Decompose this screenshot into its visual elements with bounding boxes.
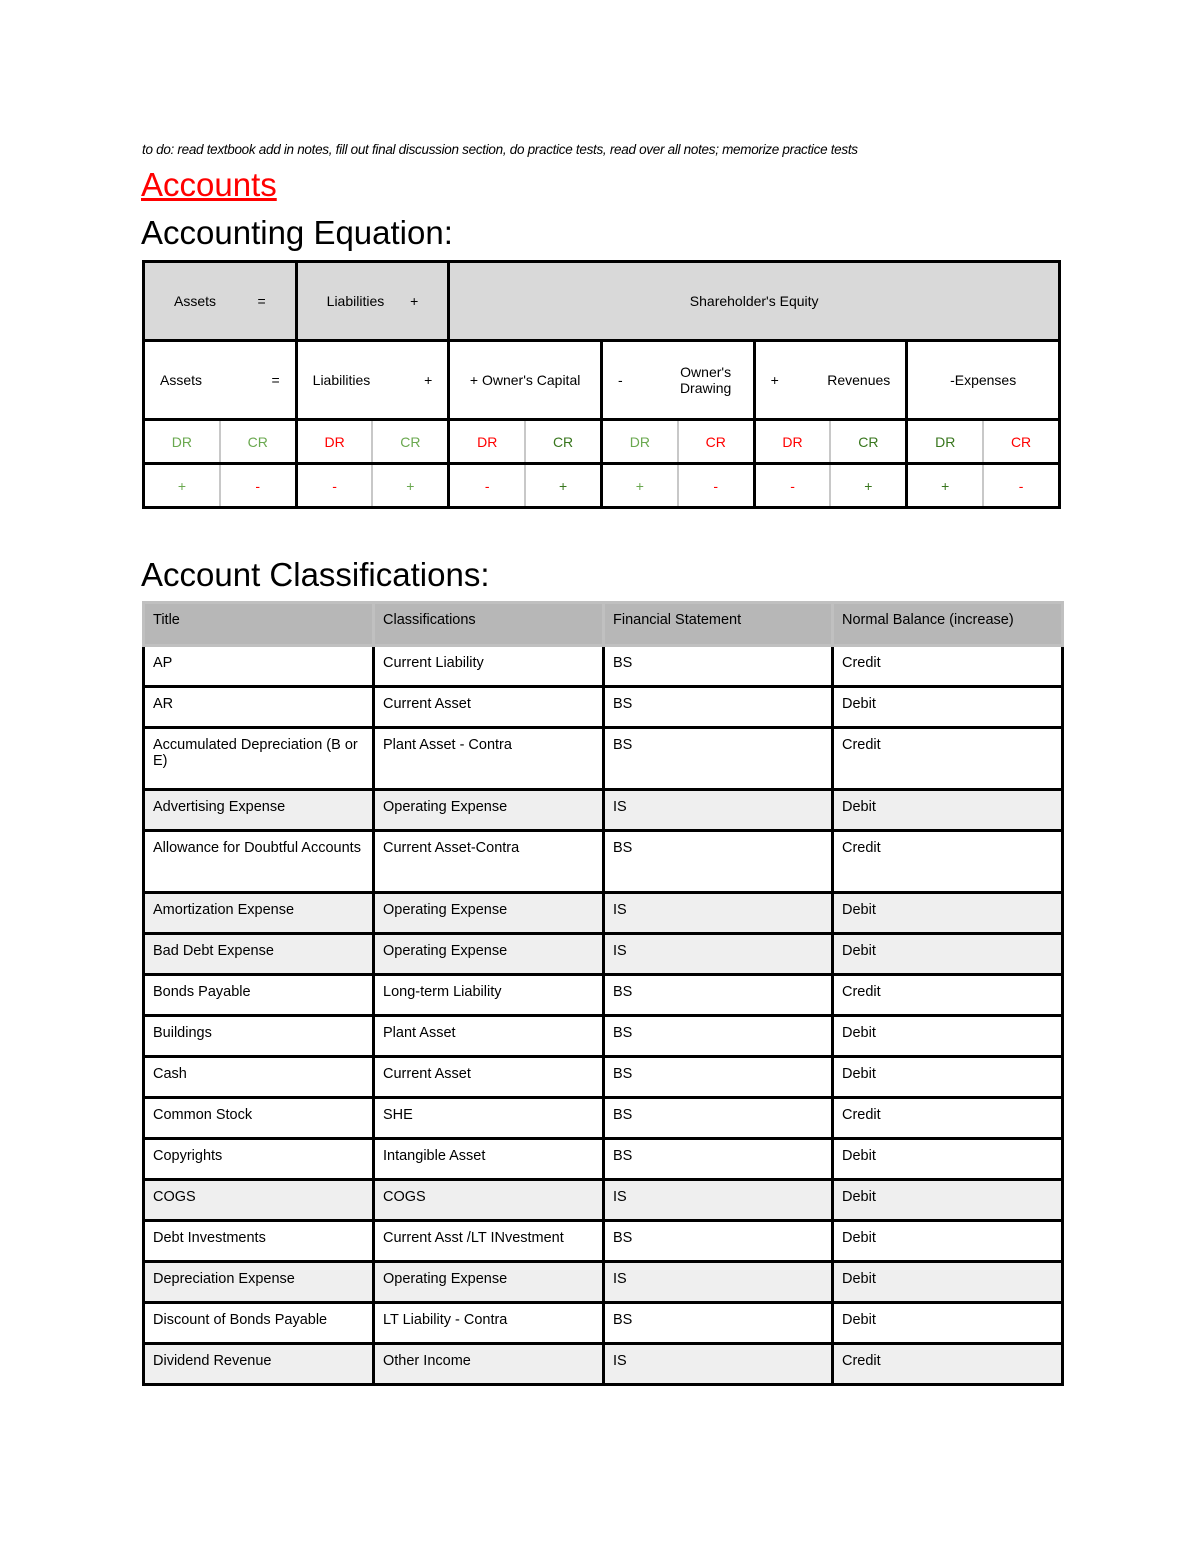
table-row (144, 1016, 1063, 1057)
equation-header-cell (296, 262, 449, 341)
table-row (144, 1139, 1063, 1180)
table-row (144, 1098, 1063, 1139)
accounts-heading[interactable]: Accounts (141, 166, 277, 203)
equation-term: Owner's Drawing (679, 364, 732, 396)
table-cell: Debit (833, 1221, 1063, 1262)
table-cell: Debit (833, 687, 1063, 728)
equation-term: Liabilities (326, 293, 385, 309)
increase-decrease-sign: + (525, 464, 601, 508)
table-cell: Depreciation Expense (144, 1262, 374, 1303)
table-cell: Plant Asset - Contra (374, 728, 604, 790)
table-cell: Debit (833, 1016, 1063, 1057)
table-cell: IS (604, 893, 833, 934)
column-header: Financial Statement (604, 603, 833, 646)
table-cell: Current Asset-Contra (374, 831, 604, 893)
table-cell: Operating Expense (374, 790, 604, 831)
table-cell: BS (604, 1098, 833, 1139)
equation-term: Revenues (827, 372, 891, 388)
table-cell: SHE (374, 1098, 604, 1139)
equation-component-cell (144, 341, 297, 420)
table-row (144, 831, 1063, 893)
table-cell: BS (604, 728, 833, 790)
table-cell: BS (604, 975, 833, 1016)
debit-credit-label: DR (296, 420, 372, 464)
column-header: Normal Balance (increase) (833, 603, 1063, 646)
table-row (144, 1344, 1063, 1385)
table-cell: Debt Investments (144, 1221, 374, 1262)
table-row (144, 893, 1063, 934)
equation-component-cell (907, 341, 1060, 420)
table-cell: BS (604, 1016, 833, 1057)
table-cell: COGS (144, 1180, 374, 1221)
table-cell: AP (144, 646, 374, 687)
increase-decrease-sign: - (449, 464, 525, 508)
table-cell: BS (604, 1057, 833, 1098)
table-row (144, 687, 1063, 728)
table-cell: Intangible Asset (374, 1139, 604, 1180)
table-row (144, 1057, 1063, 1098)
table-cell: Accumulated Depreciation (B or E) (144, 728, 374, 790)
table-cell: BS (604, 1221, 833, 1262)
accounting-equation-table (142, 260, 1061, 509)
table-cell: Current Liability (374, 646, 604, 687)
table-cell: Operating Expense (374, 1262, 604, 1303)
table-cell: AR (144, 687, 374, 728)
table-cell: Credit (833, 975, 1063, 1016)
table-cell: BS (604, 1303, 833, 1344)
table-row (144, 934, 1063, 975)
table-cell: Debit (833, 1057, 1063, 1098)
table-cell: Operating Expense (374, 934, 604, 975)
table-cell: Debit (833, 1139, 1063, 1180)
table-row (144, 646, 1063, 687)
table-row (144, 1303, 1063, 1344)
table-cell: Current Asset (374, 1057, 604, 1098)
table-cell: Credit (833, 1098, 1063, 1139)
table-cell: LT Liability - Contra (374, 1303, 604, 1344)
increase-decrease-sign: + (601, 464, 677, 508)
account-classifications-table (142, 601, 1064, 1386)
accounting-equation-heading: Accounting Equation: (141, 214, 453, 251)
increase-decrease-sign: - (678, 464, 754, 508)
table-header-row (144, 603, 1063, 646)
debit-credit-label: DR (601, 420, 677, 464)
table-cell: Common Stock (144, 1098, 374, 1139)
equation-term: + (424, 372, 433, 388)
equation-term: = (271, 372, 280, 388)
equation-component-cell (754, 341, 907, 420)
table-cell: COGS (374, 1180, 604, 1221)
debit-credit-label: CR (525, 420, 601, 464)
increase-decrease-sign: + (144, 464, 220, 508)
equation-header-cell (144, 262, 297, 341)
table-cell: Debit (833, 1262, 1063, 1303)
equation-component-cell (601, 341, 754, 420)
increase-decrease-sign: + (830, 464, 906, 508)
equation-term: -Expenses (950, 372, 1017, 388)
increase-decrease-sign: + (907, 464, 983, 508)
increase-decrease-sign: - (983, 464, 1059, 508)
table-row (144, 1262, 1063, 1303)
table-cell: Debit (833, 934, 1063, 975)
debit-credit-label: CR (983, 420, 1059, 464)
table-cell: Dividend Revenue (144, 1344, 374, 1385)
increase-decrease-sign: + (372, 464, 448, 508)
table-cell: Credit (833, 646, 1063, 687)
increase-decrease-sign: - (220, 464, 296, 508)
table-cell: Current Asst /LT INvestment (374, 1221, 604, 1262)
equation-operator: + (410, 293, 419, 309)
table-cell: Amortization Expense (144, 893, 374, 934)
debit-credit-label: DR (907, 420, 983, 464)
table-row (144, 728, 1063, 790)
table-cell: IS (604, 1180, 833, 1221)
table-cell: Credit (833, 831, 1063, 893)
table-cell: Copyrights (144, 1139, 374, 1180)
table-row (144, 1221, 1063, 1262)
equation-term: Assets (174, 293, 217, 309)
table-cell: Credit (833, 1344, 1063, 1385)
equation-operator: Assets (160, 372, 203, 388)
debit-credit-label: CR (830, 420, 906, 464)
debit-credit-label: CR (372, 420, 448, 464)
table-row (144, 790, 1063, 831)
table-cell: Debit (833, 790, 1063, 831)
increase-decrease-sign: - (296, 464, 372, 508)
table-row (144, 975, 1063, 1016)
equation-operator: Liabilities (312, 372, 371, 388)
table-cell: Current Asset (374, 687, 604, 728)
table-cell: Buildings (144, 1016, 374, 1057)
table-cell: Allowance for Doubtful Accounts (144, 831, 374, 893)
equation-operator: = (257, 293, 266, 309)
table-cell: IS (604, 934, 833, 975)
debit-credit-label: CR (220, 420, 296, 464)
table-cell: IS (604, 1344, 833, 1385)
column-header: Title (144, 603, 374, 646)
account-classifications-heading: Account Classifications: (141, 556, 490, 593)
equation-component-cell (449, 341, 602, 420)
table-cell: BS (604, 646, 833, 687)
table-cell: Discount of Bonds Payable (144, 1303, 374, 1344)
table-cell: Bad Debt Expense (144, 934, 374, 975)
increase-decrease-sign: - (754, 464, 830, 508)
table-cell: Advertising Expense (144, 790, 374, 831)
table-cell: Long-term Liability (374, 975, 604, 1016)
equation-component-cell (296, 341, 449, 420)
table-cell: IS (604, 790, 833, 831)
table-cell: Other Income (374, 1344, 604, 1385)
table-cell: Debit (833, 1180, 1063, 1221)
table-cell: Debit (833, 893, 1063, 934)
equation-operator: + (770, 372, 779, 388)
table-cell: BS (604, 687, 833, 728)
table-cell: Cash (144, 1057, 374, 1098)
todo-note: to do: read textbook add in notes, fill out final discussion section, do practice tests, read over all notes; memorize practice tests (142, 142, 858, 157)
debit-credit-label: DR (449, 420, 525, 464)
equation-header-cell (449, 262, 1060, 341)
table-cell: BS (604, 1139, 833, 1180)
debit-credit-label: DR (144, 420, 220, 464)
debit-credit-label: DR (754, 420, 830, 464)
equation-term: + Owner's Capital (469, 372, 581, 388)
table-cell: Plant Asset (374, 1016, 604, 1057)
table-cell: Operating Expense (374, 893, 604, 934)
table-cell: BS (604, 831, 833, 893)
debit-credit-label: CR (678, 420, 754, 464)
table-row (144, 1180, 1063, 1221)
equation-operator: - (617, 372, 623, 388)
column-header: Classifications (374, 603, 604, 646)
table-cell: Debit (833, 1303, 1063, 1344)
table-cell: IS (604, 1262, 833, 1303)
equation-term: Shareholder's Equity (689, 293, 819, 309)
table-cell: Bonds Payable (144, 975, 374, 1016)
table-cell: Credit (833, 728, 1063, 790)
